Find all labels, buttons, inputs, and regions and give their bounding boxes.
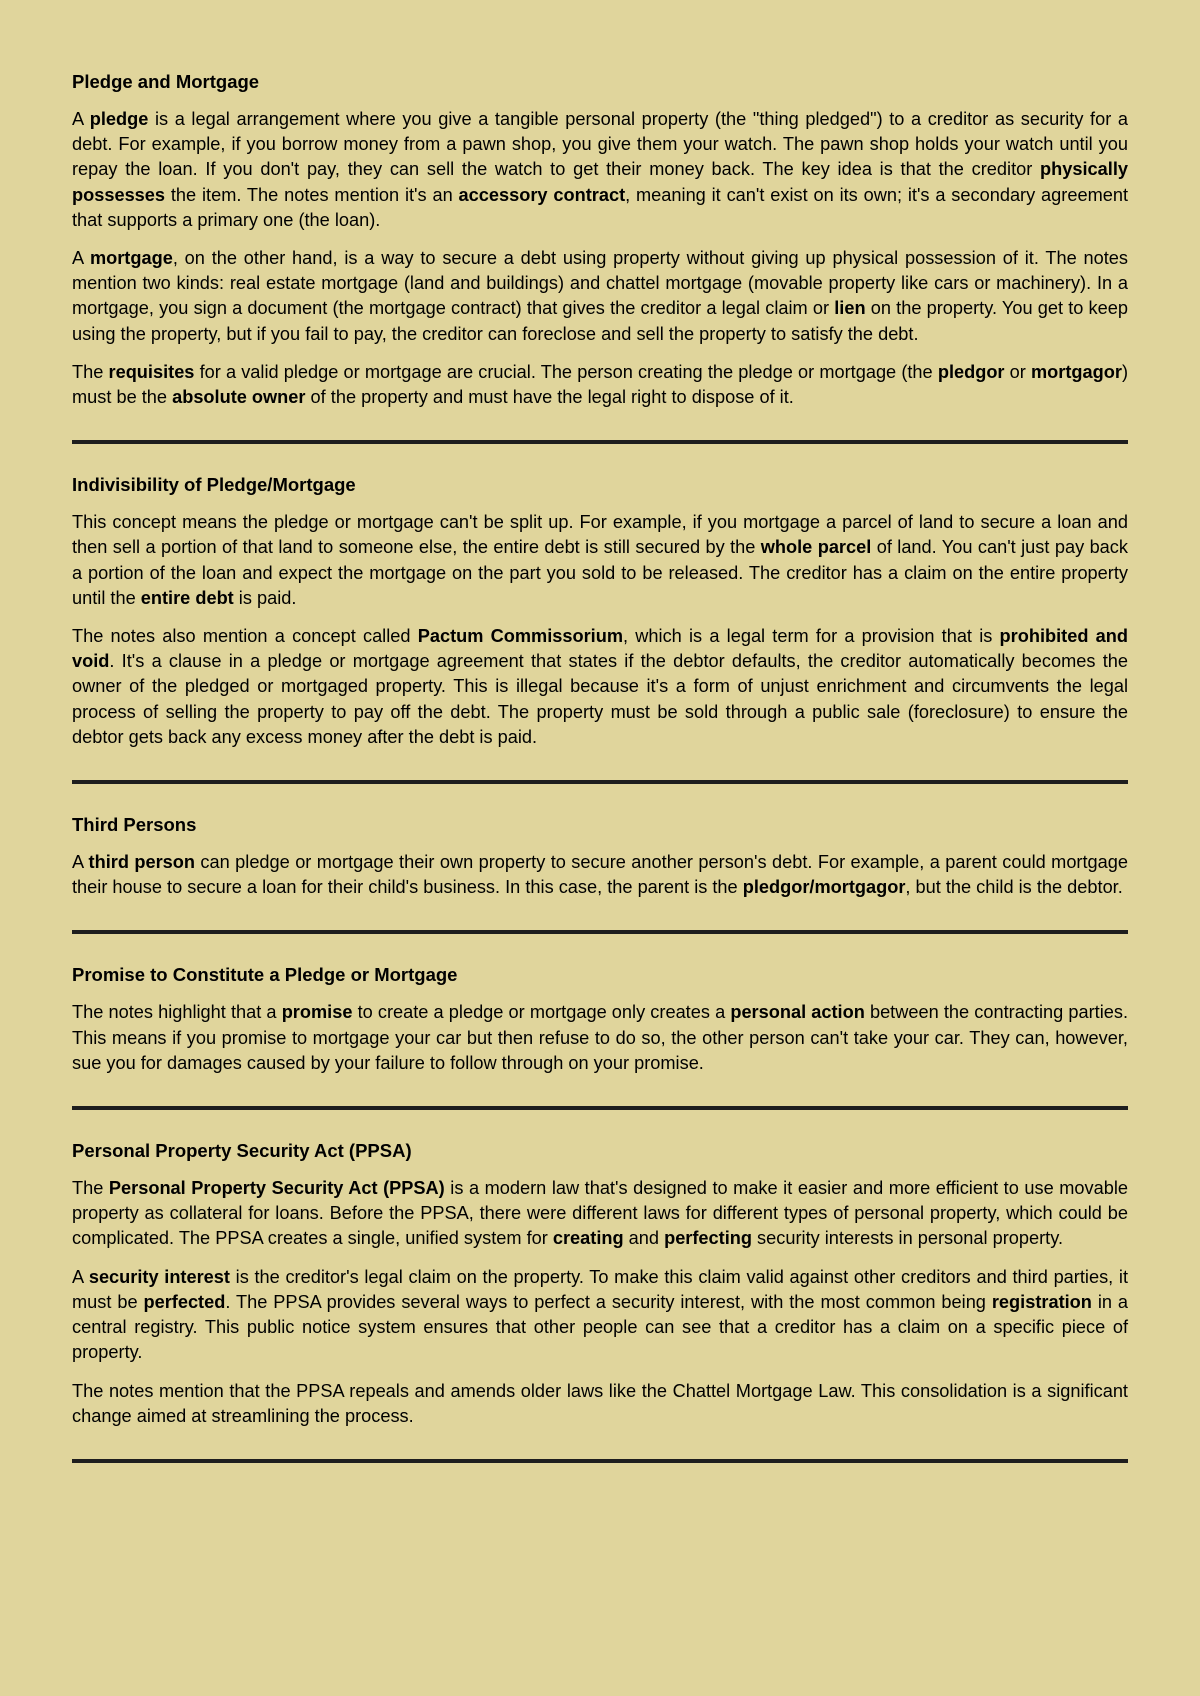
text-run: , which is a legal term for a provision that is xyxy=(623,626,1000,647)
bold-term: prohibited and void xyxy=(72,626,1128,672)
text-run: to create a pledge or mortgage only creates a xyxy=(352,1002,731,1023)
bold-term: Pactum Commissorium xyxy=(417,626,624,647)
text-run: in a central registry. This public notice system ensures that other people can see that a creditor has a claim on a specific piece of property. xyxy=(72,1291,1128,1363)
bold-term: entire debt xyxy=(140,587,234,608)
bold-term: registration xyxy=(991,1291,1092,1312)
bold-term: mortgage xyxy=(89,248,173,269)
bold-term: security interest xyxy=(88,1266,230,1287)
text-run: can pledge or mortgage their own property to secure another person's debt. For example, a parent could mortgage their house to secure a loan for their child's business. In this case, the parent is the xyxy=(72,852,1128,898)
paragraph xyxy=(72,510,1128,611)
text-run: . It's a clause in a pledge or mortgage agreement that states if the debtor defaults, the creditor automatically becomes the owner of the pledged or mortgaged property. This is illegal because it's a form of unjust enrichment and circumvents the legal process of selling the property to pay off the debt. The property must be sold through a public sale (foreclosure) to ensure the debtor gets back any excess money after the debt is paid. xyxy=(72,651,1128,747)
section-title: Third Persons xyxy=(72,814,197,836)
bold-term: personal action xyxy=(730,1002,865,1023)
bold-term: promise xyxy=(281,1002,353,1023)
paragraph xyxy=(72,107,1128,233)
section-title: Indivisibility of Pledge/Mortgage xyxy=(72,474,356,496)
bold-term: whole parcel xyxy=(760,537,872,558)
bold-term: accessory contract xyxy=(458,184,626,205)
text-run: and xyxy=(623,1228,665,1249)
section-divider xyxy=(72,1459,1128,1463)
section-divider xyxy=(72,1106,1128,1110)
text-run: The notes mention that the PPSA repeals and amends older laws like the Chattel Mortgage Law. This consolidation is a significant change aimed at streamlining the process. xyxy=(72,1380,1128,1426)
paragraph xyxy=(72,246,1128,347)
bold-term: physically possesses xyxy=(72,159,1128,205)
paragraph xyxy=(72,624,1128,750)
text-run: A xyxy=(72,852,89,873)
paragraph xyxy=(72,1265,1128,1366)
section xyxy=(72,474,1128,750)
bold-term: pledge xyxy=(89,109,149,129)
bold-term: pledgor/mortgagor xyxy=(742,877,906,898)
text-run: A xyxy=(72,1266,89,1287)
section-title: Promise to Constitute a Pledge or Mortgage xyxy=(72,964,458,986)
section xyxy=(72,71,1128,410)
text-run: is paid. xyxy=(233,587,297,608)
bold-term: perfecting xyxy=(664,1228,752,1249)
text-run: ) must be the xyxy=(72,361,1128,408)
text-run: is a modern law that's designed to make it easier and more efficient to use movable property as collateral for loans. Before the PPSA, there were different laws for different types of personal property, which could be complicated. The PPSA creates a single, unified system for xyxy=(72,1178,1128,1249)
text-run: of the property and must have the legal right to dispose of it. xyxy=(305,387,794,408)
text-run: , on the other hand, is a way to secure a debt using property without giving up physical possession of it. The notes mention two kinds: real estate mortgage (land and buildings) and chattel mortgage (movable property like cars or machinery). In a mortgage, you sign a document (the mortgage contract) that gives the creditor a legal claim or xyxy=(72,248,1128,319)
section-divider xyxy=(72,440,1128,444)
text-run: The notes also mention a concept called xyxy=(72,626,418,647)
bold-term: absolute owner xyxy=(172,387,306,408)
text-run: is a legal arrangement where you give a tangible personal property (the "thing pledged") to a creditor as security for a debt. For example, if you borrow money from a pawn shop, you give them your watch. The pawn shop holds your watch until you repay the loan. If you don't pay, they can sell the watch to get their money back. The key idea is that the creditor xyxy=(72,109,1128,180)
bold-term: lien xyxy=(834,298,866,319)
text-run: between the contracting parties. This means if you promise to mortgage your car but then refuse to do so, the other person can't take your car. They can, however, sue you for damages caused by your failure to follow through on your promise. xyxy=(72,1002,1128,1073)
paragraph xyxy=(72,850,1128,900)
paragraph xyxy=(72,1176,1128,1252)
text-run: The xyxy=(72,1178,109,1199)
section-divider xyxy=(72,930,1128,934)
text-run: security interests in personal property. xyxy=(752,1228,1064,1249)
text-run: is the creditor's legal claim on the property. To make this claim valid against other creditors and third parties, it must be xyxy=(72,1266,1128,1312)
text-run: of land. You can't just pay back a portion of the loan and expect the mortgage on the part you sold to be released. The creditor has a claim on the entire property until the xyxy=(72,537,1128,608)
bold-term: creating xyxy=(552,1228,624,1249)
section-title: Pledge and Mortgage xyxy=(72,71,260,92)
bold-term: third person xyxy=(88,852,196,873)
bold-term: requisites xyxy=(108,361,195,382)
text-run: A xyxy=(72,248,90,269)
text-run: for a valid pledge or mortgage are crucial. The person creating the pledge or mortgage (the xyxy=(194,361,938,382)
text-run: the item. The notes mention it's an xyxy=(165,184,459,205)
text-run: , but the child is the debtor. xyxy=(905,877,1123,898)
bold-term: pledgor xyxy=(937,361,1005,382)
section-divider xyxy=(72,780,1128,784)
bold-term: Personal Property Security Act (PPSA) xyxy=(108,1178,445,1199)
text-run: or xyxy=(1004,361,1031,382)
text-run: . The PPSA provides several ways to perfect a security interest, with the most common being xyxy=(225,1291,992,1312)
section xyxy=(72,1140,1128,1429)
paragraph xyxy=(72,360,1128,410)
bold-term: mortgagor xyxy=(1031,361,1122,382)
section-title: Personal Property Security Act (PPSA) xyxy=(72,1140,412,1162)
text-run: , meaning it can't exist on its own; it's a secondary agreement that supports a primary one (the loan). xyxy=(72,184,1129,230)
section xyxy=(72,814,1128,900)
text-run: on the property. You get to keep using the property, but if you fail to pay, the creditor can foreclose and sell the property to satisfy the debt. xyxy=(72,298,1128,344)
text-run: The xyxy=(72,361,109,382)
text-run: This concept means the pledge or mortgage can't be split up. For example, if you mortgage a parcel of land to secure a loan and then sell a portion of that land to someone else, the entire debt is still secured by the xyxy=(72,512,1128,558)
text-run: A xyxy=(72,109,90,129)
paragraph xyxy=(72,1379,1128,1429)
bold-term: perfected xyxy=(143,1291,226,1312)
section xyxy=(72,964,1128,1076)
text-run: The notes highlight that a xyxy=(72,1002,282,1023)
paragraph xyxy=(72,1000,1128,1076)
